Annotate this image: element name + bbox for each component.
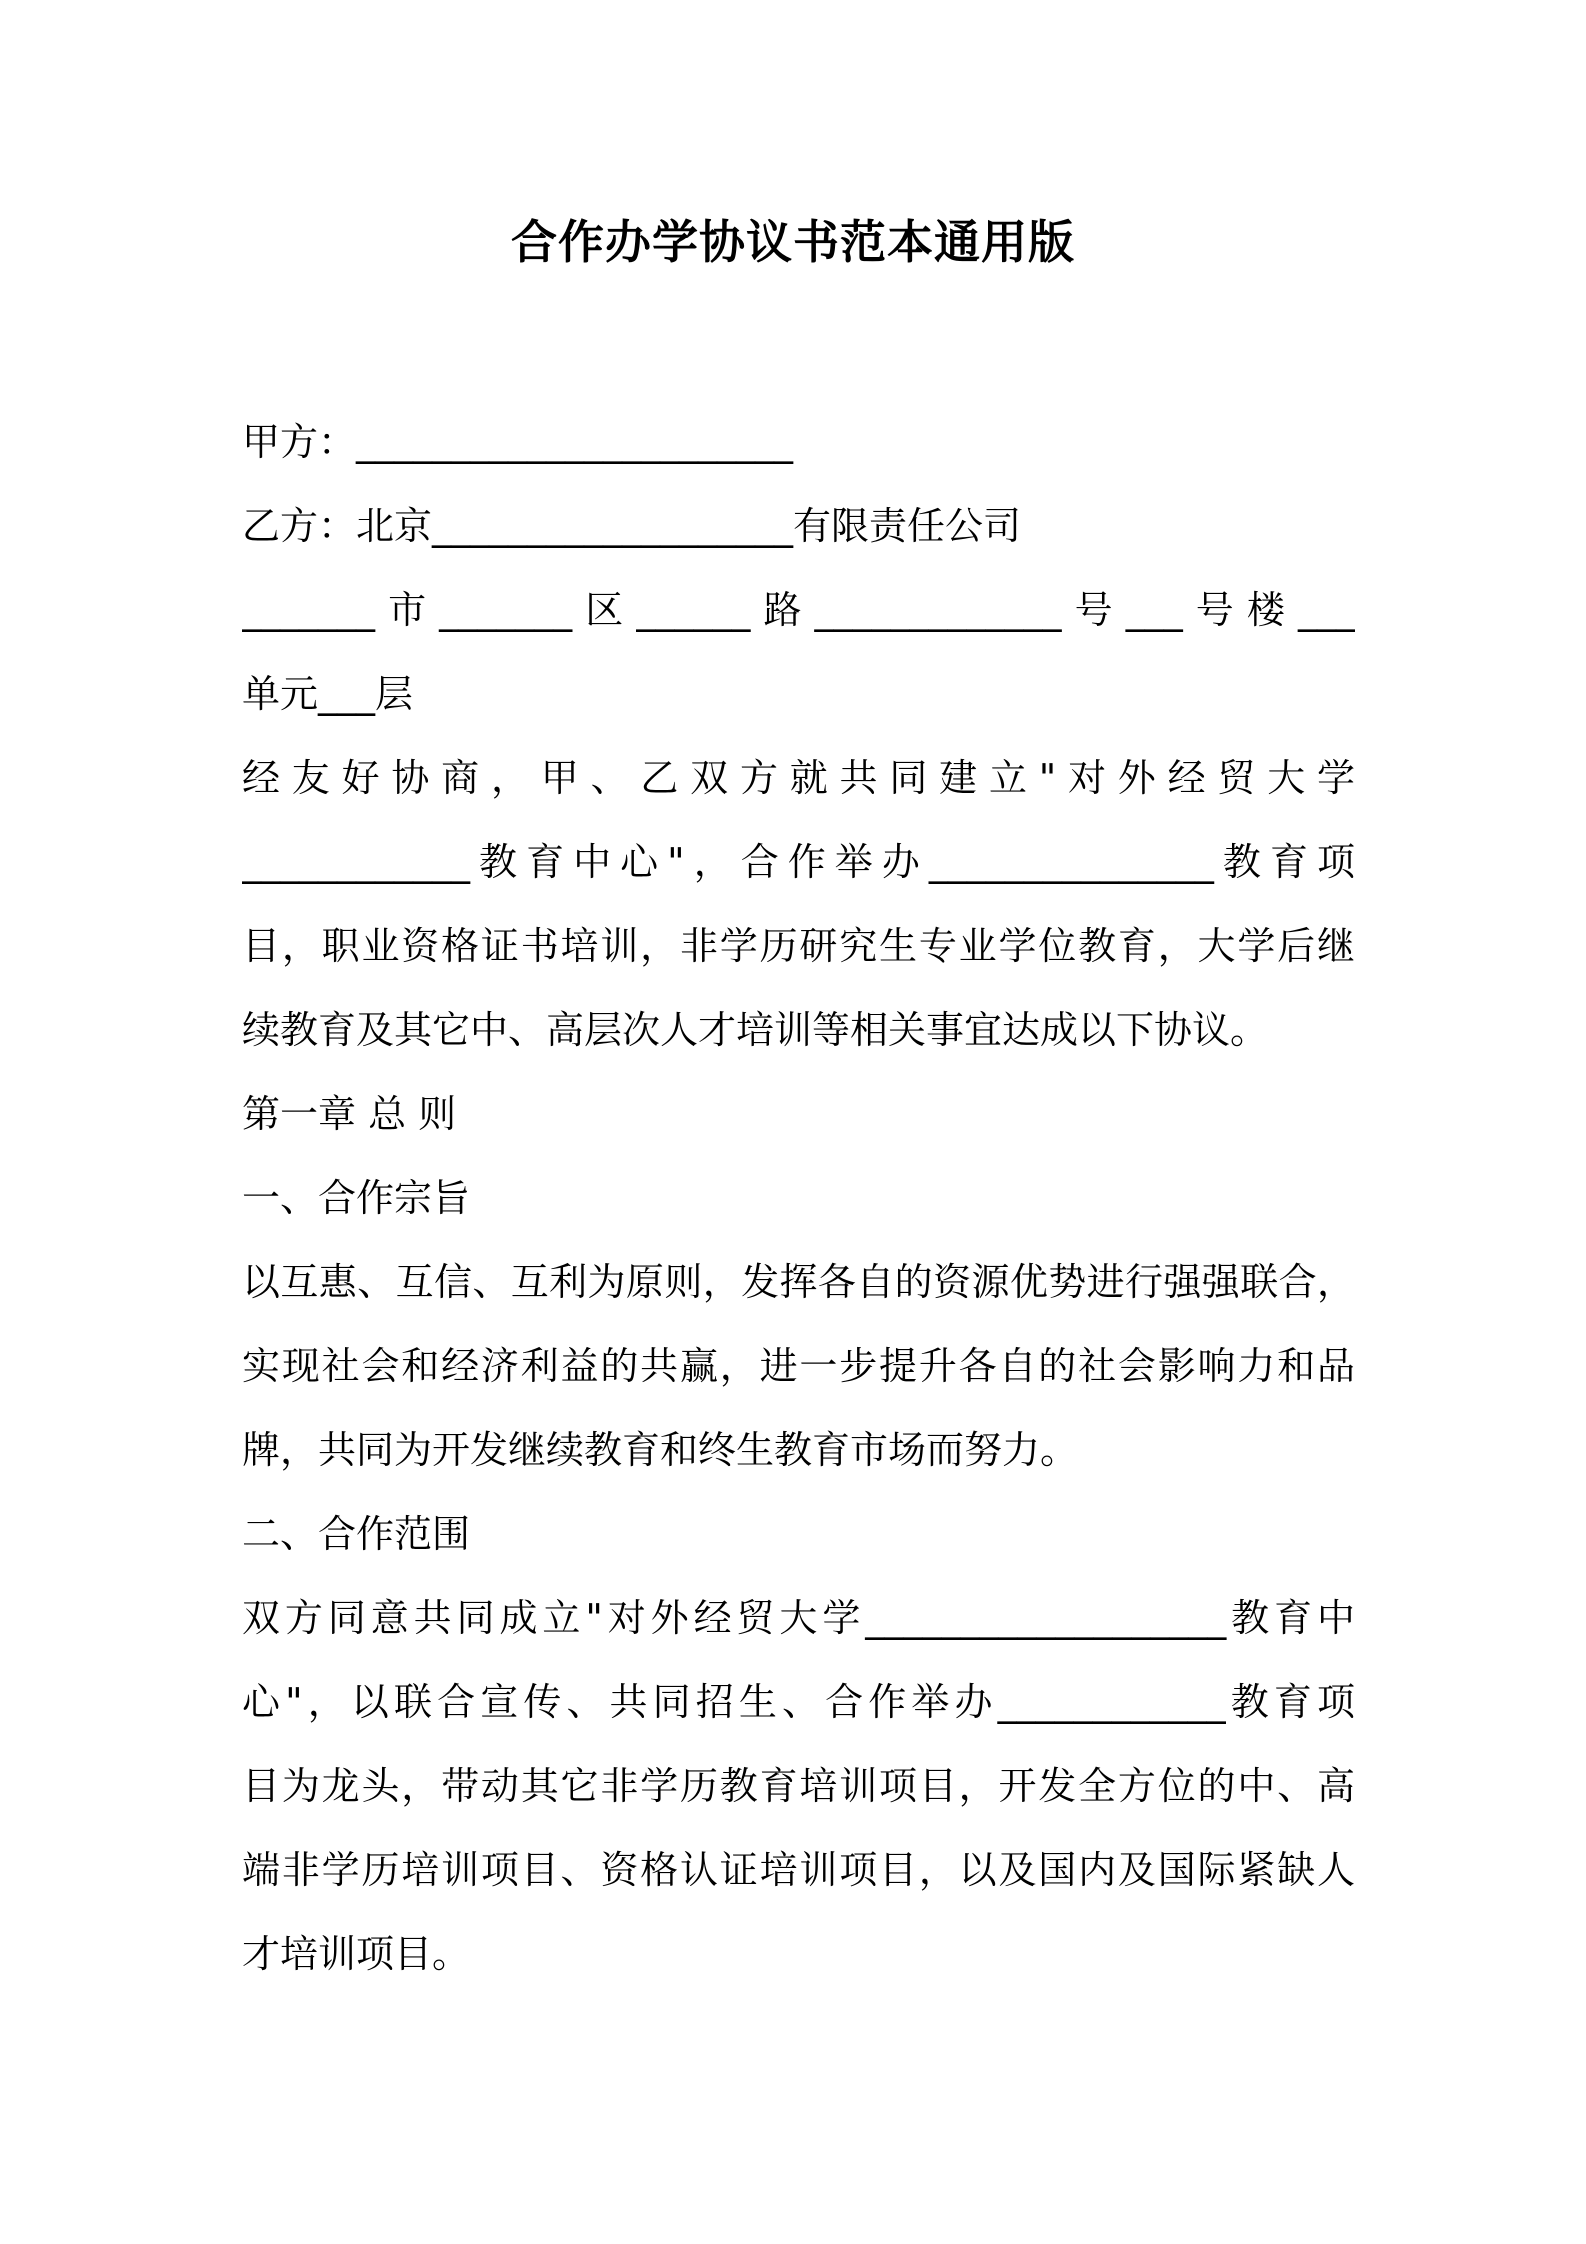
paragraph-line: 心"，以联合宣传、共同招生、合作举办____________教育项	[242, 1680, 1355, 1724]
paragraph-line: 目为龙头，带动其它非学历教育培训项目，开发全方位的中、高	[242, 1764, 1355, 1808]
paragraph-line: 以互惠、互信、互利为原则，发挥各自的资源优势进行强强联合，	[242, 1260, 1355, 1304]
paragraph-line: 才培训项目。	[242, 1932, 471, 1976]
preamble-line: 经友好协商，甲、乙双方就共同建立"对外经贸大学	[242, 756, 1355, 800]
preamble-line: ____________教育中心"，合作举办_______________教育项	[242, 840, 1355, 884]
preamble-line: 续教育及其它中、高层次人才培训等相关事宜达成以下协议。	[242, 1008, 1269, 1052]
paragraph-line: 端非学历培训项目、资格认证培训项目，以及国内及国际紧缺人	[242, 1848, 1355, 1892]
chapter-heading: 第一章 总 则	[242, 1092, 457, 1136]
document-body	[242, 400, 1355, 1996]
preamble-line: 目，职业资格证书培训，非学历研究生专业学位教育，大学后继	[242, 924, 1355, 968]
document-title: 合作办学协议书范本通用版	[511, 215, 1075, 269]
address-line-continued: 单元___层	[242, 672, 414, 716]
paragraph-line: 双方同意共同成立"对外经贸大学___________________教育中	[242, 1596, 1355, 1640]
party-b-line: 乙方：北京___________________有限责任公司	[242, 504, 1022, 548]
paragraph-line: 实现社会和经济利益的共赢，进一步提升各自的社会影响力和品	[242, 1344, 1355, 1388]
address-line: _______市_______区______路_____________号___号楼___	[242, 588, 1355, 632]
section-heading: 二、合作范围	[242, 1512, 471, 1556]
party-a-line: 甲方：_______________________	[242, 420, 794, 464]
paragraph-line: 牌，共同为开发继续教育和终生教育市场而努力。	[242, 1428, 1079, 1472]
section-heading: 一、合作宗旨	[242, 1176, 471, 1220]
